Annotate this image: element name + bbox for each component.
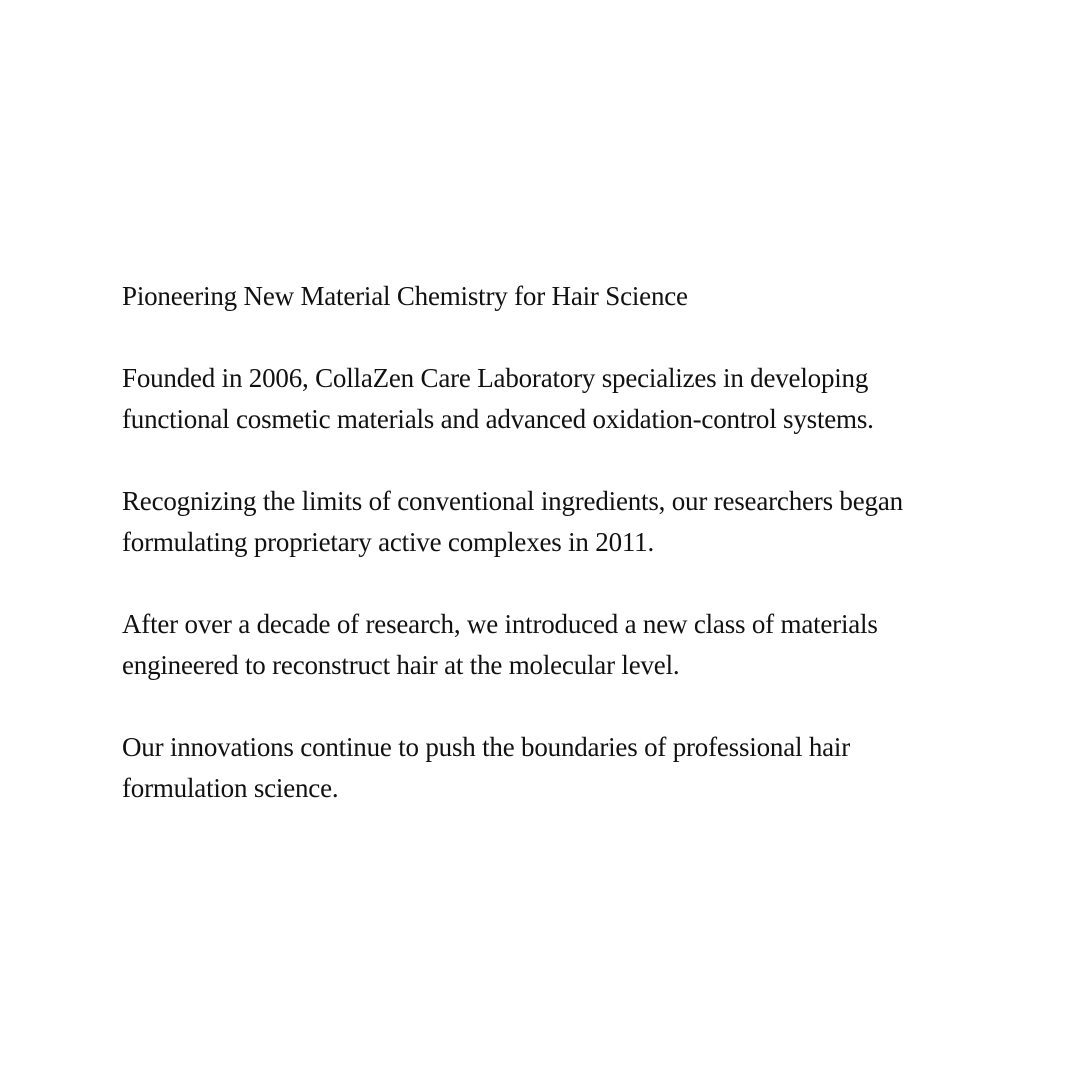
paragraph-new-materials: After over a decade of research, we introduced a new class of materials engineered to reconstruct hair at the molecular level. bbox=[122, 609, 878, 680]
text-block bbox=[122, 276, 962, 809]
headline: Pioneering New Material Chemistry for Hair Science bbox=[122, 281, 688, 311]
paragraph-founding: Founded in 2006, CollaZen Care Laboratory specializes in developing functional cosmetic materials and advanced oxidation-control systems. bbox=[122, 363, 874, 434]
paragraph-innovations: Our innovations continue to push the boundaries of professional hair formulation science. bbox=[122, 732, 851, 803]
paragraph-research-start: Recognizing the limits of conventional ingredients, our researchers began formulating proprietary active complexes in 2011. bbox=[122, 486, 903, 557]
